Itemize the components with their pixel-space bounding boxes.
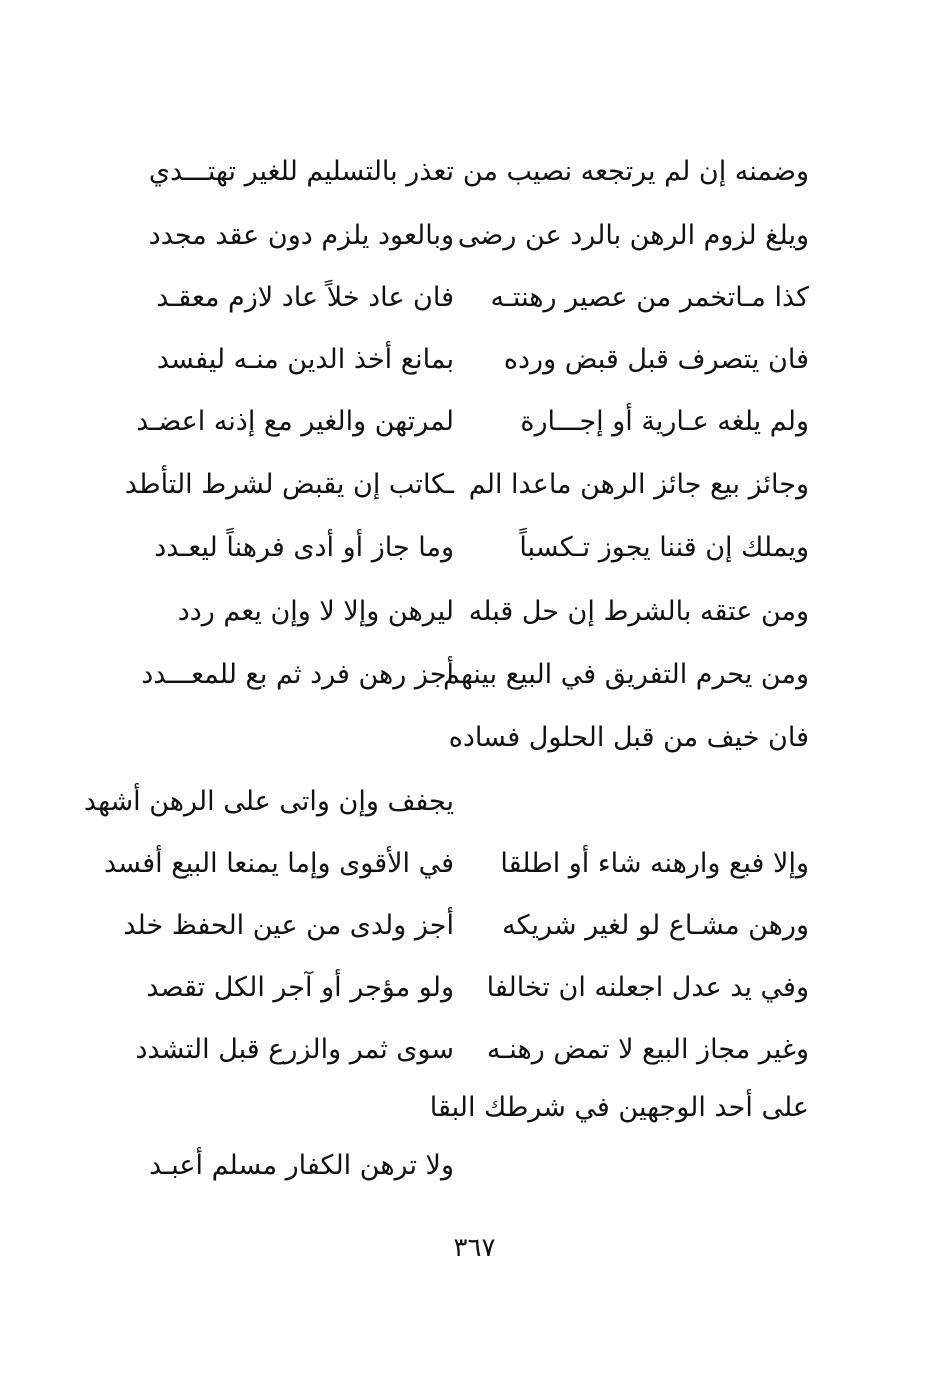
verse-15-first-hemistich: على أحد الوجهين في شرطك البقا — [429, 1092, 809, 1123]
verse-11-second-hemistich: في الأقوى وإما يمنعا البيع أفسد — [103, 848, 454, 879]
page-number: ٣٦٧ — [453, 1233, 496, 1263]
verse-4-first-hemistich: فان يتصرف قبل قبض ورده — [503, 344, 809, 375]
verse-9-first-hemistich: ومن يحرم التفريق في البيع بينهم — [442, 659, 809, 690]
verse-14-first-hemistich: وغير مجاز البيع لا تمض رهنـه — [486, 1034, 809, 1065]
verse-9-second-hemistich: أجز رهن فرد ثم بع للمعـــدد — [141, 659, 454, 690]
verse-3-first-hemistich: كذا مـاتخمر من عصير رهنتـه — [490, 282, 809, 313]
verse-7-first-hemistich: ويملك إن قننا يجوز تـكسباً — [519, 532, 809, 563]
verse-3-second-hemistich: فان عاد خلاً عاد لازم معقـد — [156, 282, 454, 313]
verse-2-second-hemistich: وبالعود يلزم دون عقد مجدد — [148, 220, 454, 251]
verse-13-second-hemistich: ولو مؤجر أو آجر الكل تقصد — [146, 972, 454, 1003]
verse-12-second-hemistich: أجز ولدى من عين الحفظ خلد — [123, 910, 454, 941]
verse-13-first-hemistich: وفي يد عدل اجعلنه ان تخالفا — [486, 972, 809, 1003]
verse-1-first-hemistich: وضمنه إن لم يرتجعه نصيب من — [462, 156, 809, 187]
verse-5-second-hemistich: لمرتهن والغير مع إذنه اعضـد — [136, 406, 454, 437]
verse-12-first-hemistich: ورهن مشـاع لو لغير شريكه — [502, 910, 809, 941]
verse-4-second-hemistich: بمانع أخذ الدين منـه ليفسد — [156, 344, 454, 375]
verse-15-second-hemistich: ولا ترهن الكفار مسلم أعبـد — [149, 1150, 454, 1181]
verse-6-first-hemistich: وجائز بيع جائز الرهن ماعدا الم — [468, 469, 809, 500]
verse-8-first-hemistich: ومن عتقه بالشرط إن حل قبله — [468, 596, 809, 627]
verse-1-second-hemistich: تعذر بالتسليم للغير تهتـــدي — [148, 156, 454, 187]
verse-2-first-hemistich: ويلغ لزوم الرهن بالرد عن رضى — [457, 220, 809, 251]
verse-6-second-hemistich: ـكاتب إن يقبض لشرط التأطد — [124, 469, 454, 500]
verse-5-first-hemistich: ولم يلغه عـارية أو إجـــارة — [520, 406, 809, 437]
verse-14-second-hemistich: سوى ثمر والزرع قبل التشدد — [135, 1034, 454, 1065]
verse-11-first-hemistich: وإلا فبع وارهنه شاء أو اطلقا — [500, 848, 809, 879]
verse-8-second-hemistich: ليرهن وإلا لا وإن يعم ردد — [177, 596, 454, 627]
verse-7-second-hemistich: وما جاز أو أدى فرهناً ليعـدد — [154, 532, 454, 563]
verse-10-first-hemistich: فان خيف من قبل الحلول فساده — [448, 722, 809, 753]
verse-10-second-hemistich: يجفف وإن واتى على الرهن أشهد — [83, 786, 454, 817]
